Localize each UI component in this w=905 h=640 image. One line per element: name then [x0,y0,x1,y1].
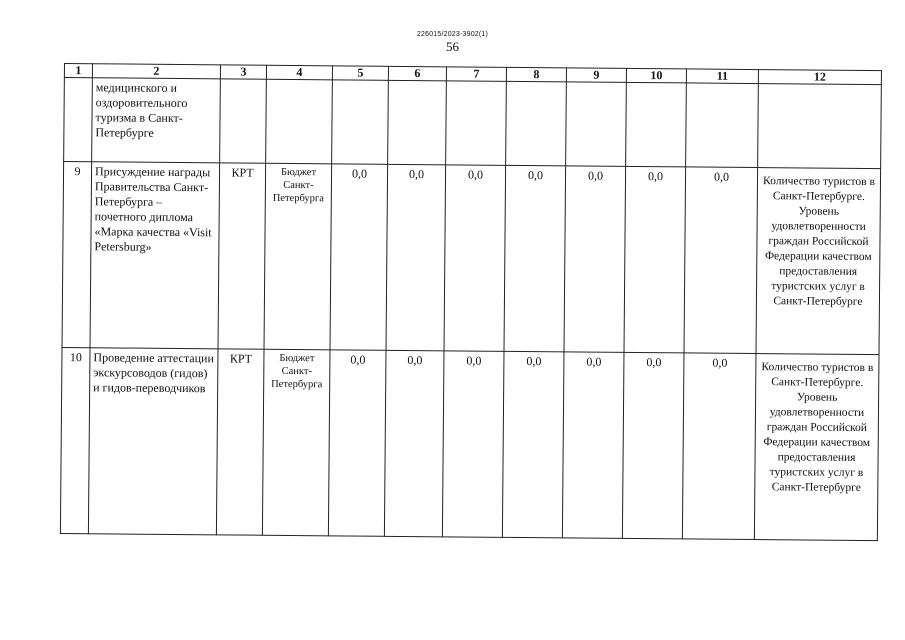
value-cell [566,82,627,167]
value-cell: 0,0 [386,164,446,350]
value-cell: 0,0 [624,166,686,353]
value-cell [446,81,507,166]
column-header: 1 [64,64,92,78]
indicator-cell [758,84,882,169]
column-header: 6 [388,66,446,81]
value-cell [506,81,567,166]
value-cell [332,80,389,164]
row-number: 9 [62,162,92,348]
value-cell [626,82,687,167]
executor-cell [220,79,267,163]
funding-source: Бюджет Санкт-Петербурга [262,349,330,536]
value-cell: 0,0 [330,164,388,350]
value-cell: 0,0 [504,165,566,352]
page-number: 56 [446,39,459,54]
row-number: 10 [60,347,90,533]
column-header: 9 [566,68,626,83]
value-cell: 0,0 [684,167,758,354]
column-header: 2 [92,64,220,79]
program-table [60,63,882,541]
column-header: 5 [332,66,388,80]
value-cell: 0,0 [562,352,624,539]
column-header: 7 [446,67,506,82]
measure-name: медицинского и оздоровительного туризма в Санкт-Петербурге [92,78,221,163]
table-row [64,78,882,169]
program-table-wrapper [60,63,882,541]
table-row [60,347,879,540]
measure-name: Присуждение награды Правительства Санкт-Петербурга – почетного диплома «Марка качества «Visit Petersburg» [90,162,220,349]
table-row [62,162,881,355]
document-id: 226015/2023-3902(1) [416,31,489,38]
value-cell [686,83,759,168]
value-cell: 0,0 [682,353,756,540]
value-cell: 0,0 [502,351,564,538]
executor-cell: КРТ [218,163,266,349]
column-header: 10 [626,68,686,83]
funding-source [266,79,333,164]
column-header: 11 [686,69,758,84]
column-header: 12 [758,70,881,85]
indicator-cell: Количество туристов в Санкт-Петербурге. Уровень удовлетворенности граждан Российской Федерации качеством предоставления туристских услуг в Санкт-Петербурге [754,354,879,541]
value-cell: 0,0 [444,165,506,352]
indicator-cell: Количество туристов в Санкт-Петербурге. Уровень удовлетворенности граждан Российской Федерации качеством предоставления туристских услуг в Санкт-Петербурге [756,168,881,355]
funding-source: Бюджет Санкт-Петербурга [264,163,332,350]
executor-cell: КРТ [216,349,264,535]
column-header: 4 [266,65,332,80]
value-cell [388,80,447,165]
measure-name: Проведение аттестации экскурсоводов (гидов) и гидов-переводчиков [88,348,218,535]
column-header: 8 [506,67,566,82]
value-cell: 0,0 [328,350,386,536]
value-cell: 0,0 [384,350,444,536]
column-header: 3 [220,65,266,79]
value-cell: 0,0 [564,166,626,353]
value-cell: 0,0 [442,351,504,538]
value-cell: 0,0 [622,352,684,539]
row-number [64,78,93,162]
